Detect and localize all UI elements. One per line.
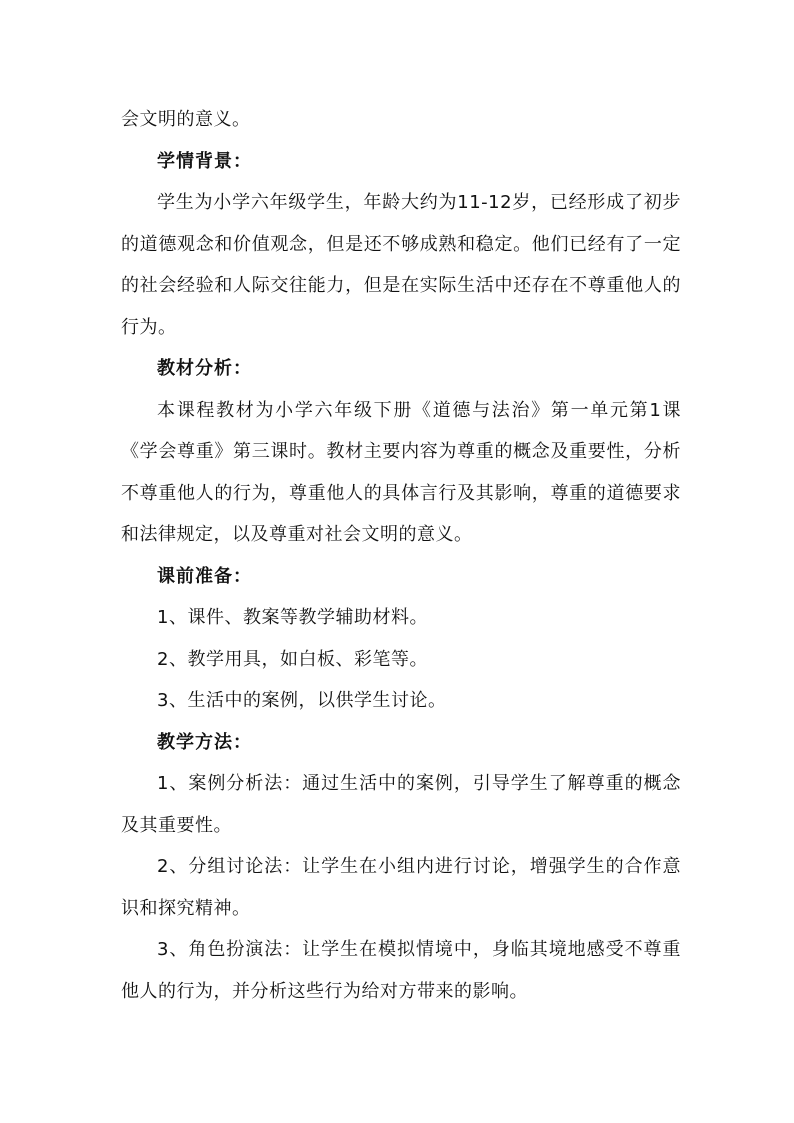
method-item-2: 2、分组讨论法：让学生在小组内进行讨论，增强学生的合作意识和探究精神。 — [121, 856, 681, 919]
heading-teaching-methods: 教学方法： — [157, 731, 252, 753]
preparation-item-3: 3、生活中的案例，以供学生讨论。 — [157, 690, 447, 711]
preparation-item-1: 1、课件、教案等教学辅助材料。 — [157, 607, 428, 628]
document-body — [121, 99, 681, 1012]
method-item-1: 1、案例分析法：通过生活中的案例，引导学生了解尊重的概念及其重要性。 — [121, 773, 681, 836]
paragraph-textbook-analysis: 本课程教材为小学六年级下册《道德与法治》第一单元第1课《学会尊重》第三课时。教材主要内容为尊重的概念及重要性，分析不尊重他人的行为，尊重他人的具体言行及其影响，尊重的道德要求和法律规定，以及尊重对社会文明的意义。 — [121, 399, 681, 545]
heading-preparation: 课前准备： — [157, 565, 252, 587]
method-item-3: 3、角色扮演法：让学生在模拟情境中，身临其境地感受不尊重他人的行为，并分析这些行为给对方带来的影响。 — [121, 939, 681, 1002]
paragraph-student-background: 学生为小学六年级学生，年龄大约为11-12岁，已经形成了初步的道德观念和价值观念，但是还不够成熟和稳定。他们已经有了一定的社会经验和人际交往能力，但是在实际生活中还存在不尊重他人的行为。 — [121, 192, 681, 338]
heading-student-background: 学情背景： — [157, 150, 252, 172]
paragraph-continuation: 会文明的意义。 — [121, 109, 251, 130]
heading-textbook-analysis: 教材分析： — [157, 358, 252, 379]
preparation-item-2: 2、教学用具，如白板、彩笔等。 — [157, 648, 428, 670]
